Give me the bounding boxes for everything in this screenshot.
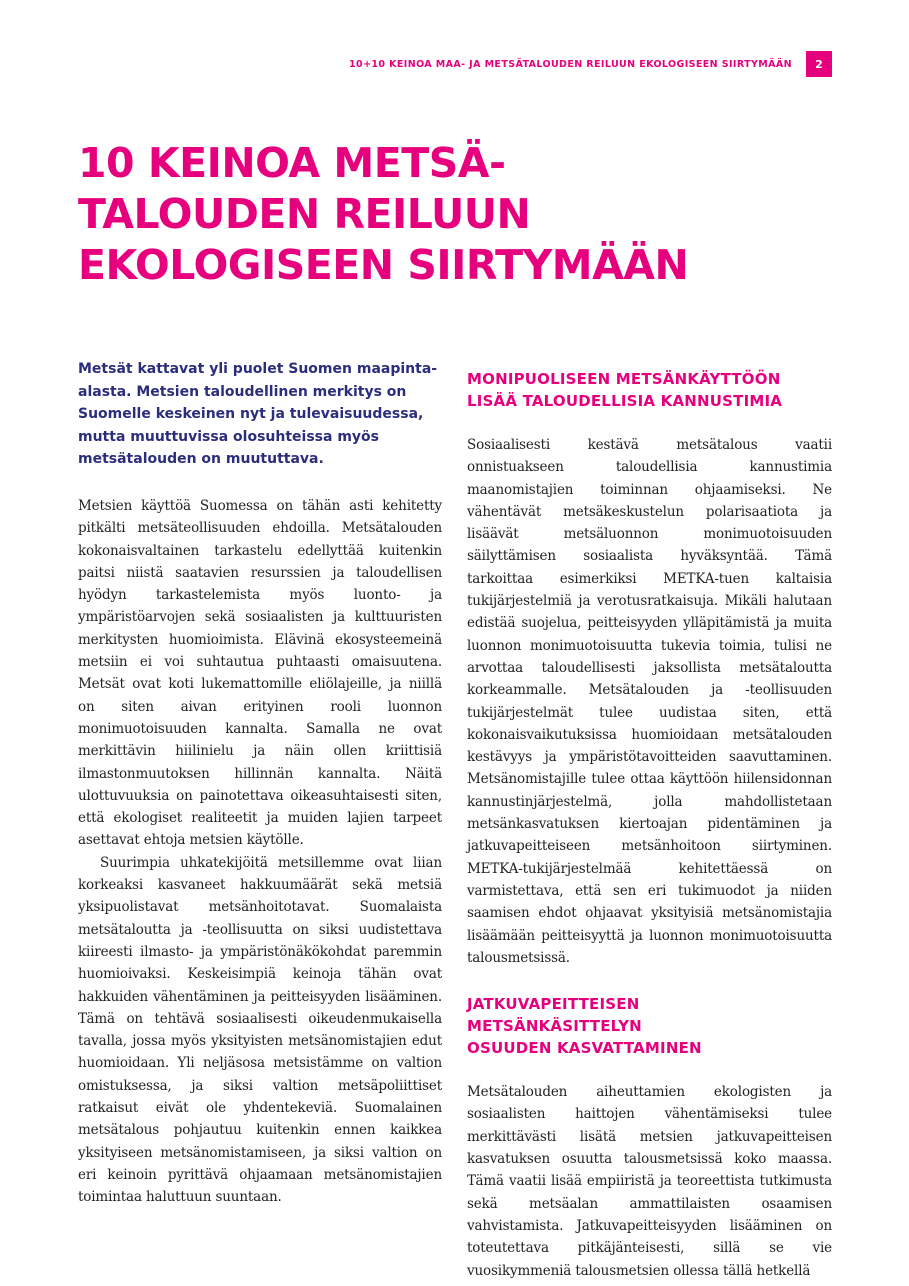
right-column	[467, 358, 832, 1282]
section-body: Sosiaalisesti kestävä metsätalous vaatii onnistuakseen taloudellisia kannustimia maanomistajien toiminnan ohjaamiseksi. Ne vähentävät metsäkeskustelun polarisaatiota ja lisäävät metsäluonnon monimuotoisuuden säilyttämisen sosiaalista hyväksyntää. Tämä tarkoittaa esimerkiksi METKA-tuen kaltaisia tukijärjestelmiä ja verotusratkaisuja. Mikäli halutaan edistää suojelua, peitteisyyden ylläpitämistä ja muita luonnon monimuotoisuutta tukevia toimia, tulisi ne arvottaa taloudellisesti jaksollista metsätaloutta korkeammalle. Metsätalouden ja -teollisuuden tukijärjestelmät tulee uudistaa siten, että kokonaisvaikutuksissa huomioidaan metsätalouden kestävyys ja ympäristötavoitteiden saavuttaminen. Metsänomistajille tulee ottaa käyttöön hiilensidonnan kannustinjärjestelmä, jolla mahdollistetaan metsänkasvatuksen kiertoajan pidentäminen ja jatkuvapeitteiseen metsänhoitoon siirtyminen. METKA-tukijärjestelmää kehitettäessä on varmistettava, että sen eri tukimuodot ja niiden saamisen ehdot ohjaavat yksityisiä metsänomistajia lisäämään peitteisyyttä ja luonnon monimuotoisuutta talousmetsissä.	[467, 437, 832, 966]
title-line: TALOUDEN REILUUN	[78, 190, 531, 238]
title-line: EKOLOGISEEN SIIRTYMÄÄN	[78, 241, 689, 289]
heading-line: OSUUDEN KASVATTAMINEN	[467, 1039, 702, 1058]
title-line: 10 KEINOA METSÄ-	[78, 139, 506, 187]
section-heading	[467, 368, 832, 412]
section-body: Metsätalouden aiheuttamien ekologisten ja sosiaalisten haittojen vähentämiseksi tulee merkittävästi lisätä metsien jatkuvapeitteisen kasvatuksen osuutta talousmetsissä koko maassa. Tämä vaatii lisää empiiristä ja teoreettista tutkimusta sekä metsäalan ammattilaisten osaamisen vahvistamista. Jatkuvapeitteisyyden lisääminen on toteutettava pitkäjänteisesti, sillä se vie vuosikymmeniä talousmetsien ollessa tällä hetkellä	[467, 1084, 832, 1279]
left-column	[78, 358, 442, 1208]
section-2	[467, 993, 832, 1282]
body-paragraph: Suurimpia uhkatekijöitä metsillemme ovat liian korkeaksi kasvaneet hakkuumäärät sekä metsiä yksipuolistavat metsänhoitotavat. Suomalaista metsätaloutta ja -teollisuutta on siksi uudistettava kiireesti ilmasto- ja ympäristönäkökohdat paremmin huomioivaksi. Keskeisimpiä keinoja tähän ovat hakkuiden vähentäminen ja peitteisyyden lisääminen. Tämä on tehtävä sosiaalisesti oikeudenmukaisella tavalla, jossa myös yksityisten metsänomistajien edut huomioidaan. Yli neljäsosa metsistämme on valtion omistuksessa, ja siksi valtion metsäpoliittiset ratkaisut eivät ole yhdentekeviä. Suomalainen metsätalous pohjautuu kuitenkin ennen kaikkea yksityiseen metsänomistamiseen, ja siksi valtion on eri keinoin pyrittävä ohjaamaan metsänomistajien toimintaa haluttuun suuntaan.	[78, 854, 442, 1206]
heading-line: METSÄNKÄSITTELYN	[467, 1017, 642, 1036]
page-title	[78, 138, 838, 291]
section-heading	[467, 993, 832, 1059]
body-paragraph: Metsien käyttöä Suomessa on tähän asti kehitetty pitkälti metsäteollisuuden ehdoilla. Metsätalouden kokonaisvaltainen tarkastelu edellyttää kuitenkin paitsi niistä saatavien resurssien ja taloudellisen hyödyn tarkastelemista myös luonto- ja ympäristöarvojen sekä sosiaalisten ja kulttuuristen merkitysten huomioimista. Elävinä ekosysteemeinä metsiin ei voi suhtautua puhtaasti omaisuutena. Metsät ovat koti lukemattomille eliölajeille, ja niillä on siten aivan erityinen rooli luonnon monimuotoisuuden kannalta. Samalla ne ovat merkittävin hiilinielu ja näin ollen kriittisiä ilmastonmuutoksen hillinnän kannalta. Näitä ulottuvuuksia on painotettava oikeasuhtaisesti siten, että ekologiset realiteetit ja muiden lajien tarpeet asettavat ehtoja metsien käytölle.	[78, 497, 442, 849]
heading-line: LISÄÄ TALOUDELLISIA KANNUSTIMIA	[467, 392, 783, 410]
heading-line: JATKUVAPEITTEISEN	[467, 995, 640, 1014]
heading-line: MONIPUOLISEEN METSÄNKÄYTTÖÖN	[467, 370, 781, 388]
page-number: 2	[806, 51, 832, 77]
running-title: 10+10 KEINOA MAA- JA METSÄTALOUDEN REILUUN EKOLOGISEEN SIIRTYMÄÄN	[349, 58, 792, 70]
lead-paragraph: Metsät kattavat yli puolet Suomen maapinta-alasta. Metsien taloudellinen merkitys on Suomelle keskeinen nyt ja tulevaisuudessa, mutta muuttuvissa olosuhteissa myös metsätalouden on muututtava.	[78, 361, 438, 468]
running-header	[349, 51, 832, 77]
